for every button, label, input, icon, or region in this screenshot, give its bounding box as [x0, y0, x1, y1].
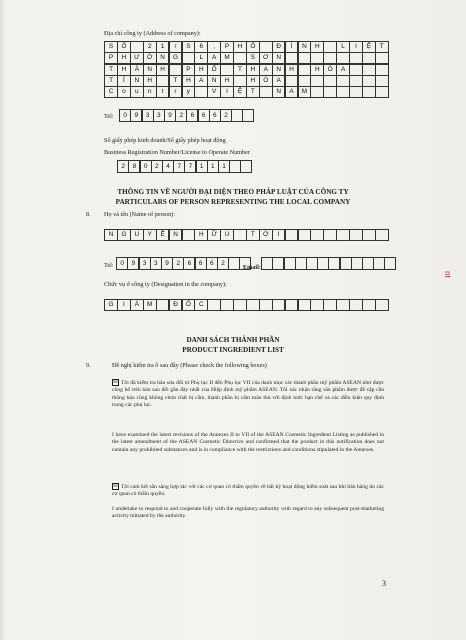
address-cell — [310, 86, 324, 98]
email-box — [295, 257, 307, 270]
designation-cell — [310, 299, 324, 311]
brn-digit-box: 0 — [140, 160, 152, 173]
address-cell: G — [169, 52, 183, 64]
designation-cell: Ố — [182, 299, 196, 311]
address-cell: C — [104, 86, 118, 98]
address-cell: N — [143, 64, 157, 76]
address-cell — [362, 75, 376, 87]
address-cell: u — [130, 86, 144, 98]
brn-digit-box — [229, 160, 241, 173]
address-cell — [182, 52, 196, 64]
designation-cell — [349, 299, 363, 311]
tel-digit-box — [231, 109, 243, 122]
address-cell: H — [310, 64, 324, 76]
person-name-cell — [323, 229, 337, 241]
person-name-cell: N — [169, 229, 183, 241]
address-cell: N — [156, 52, 170, 64]
person-name-cell: U — [220, 229, 234, 241]
person-email-label: Email: — [243, 264, 261, 271]
brn-digit-box: 2 — [117, 160, 129, 173]
address-cell: H — [143, 75, 157, 87]
address-cell — [349, 52, 363, 64]
designation-cell: G — [104, 299, 118, 311]
designation-cell — [375, 299, 389, 311]
designation-cell: C — [194, 299, 208, 311]
designation-cell — [207, 299, 221, 311]
address-cell: T — [375, 41, 389, 53]
address-cell — [130, 41, 144, 53]
address-cell — [259, 86, 273, 98]
address-cell — [298, 75, 312, 87]
address-cell: N — [272, 52, 286, 64]
address-cell: H — [156, 64, 170, 76]
tel-digit-box: 2 — [220, 109, 232, 122]
brn-digit-box: 4 — [162, 160, 174, 173]
cooperation-paragraph-en: I undertake to respond to and cooperate fully with the regulatory authority with regard to any subsequent post-marketing activity initiated by the authority. — [112, 506, 384, 520]
address-grid — [105, 42, 389, 98]
designation-row — [105, 300, 389, 311]
address-cell — [220, 64, 234, 76]
address-cell — [285, 52, 299, 64]
designation-cell — [259, 299, 273, 311]
address-cell: Ó — [259, 75, 273, 87]
address-cell: P — [182, 64, 196, 76]
designation-cell — [246, 299, 260, 311]
address-cell: Ệ — [362, 41, 376, 53]
address-cell: H — [194, 64, 208, 76]
address-cell: N — [130, 75, 144, 87]
tel-digit-box: 6 — [186, 109, 198, 122]
address-cell: A — [207, 52, 221, 64]
section-9-number: 9. — [86, 362, 91, 369]
section-person-heading-vi: THÔNG TIN VỀ NGƯỜI ĐẠI DIỆN THEO PHÁP LUẬT CỦA CÔNG TY — [117, 188, 349, 196]
address-cell: M — [220, 52, 234, 64]
tel-boxes — [120, 110, 254, 122]
section-8-number: 8. — [86, 211, 91, 218]
section-ingredients-heading-vi: DANH SÁCH THÀNH PHẦN — [186, 336, 280, 344]
designation-cell: I — [117, 299, 131, 311]
person-tel-digit-box: 6 — [206, 257, 218, 270]
person-tel-digit-box: 0 — [116, 257, 128, 270]
address-cell: N — [207, 75, 221, 87]
address-cell — [233, 75, 247, 87]
cooperation-paragraph-vi — [112, 483, 384, 499]
person-tel-boxes — [117, 258, 251, 270]
address-cell: A — [336, 64, 350, 76]
person-name-cell: Ễ — [156, 229, 170, 241]
email-box — [373, 257, 385, 270]
address-cell: A — [194, 75, 208, 87]
address-cell: t — [156, 86, 170, 98]
designation-cell — [285, 299, 299, 311]
person-name-label: Họ và tên (Name of person): — [104, 211, 175, 218]
address-cell: S — [246, 52, 260, 64]
person-name-cell — [285, 229, 299, 241]
email-box — [317, 257, 329, 270]
ingredient-paragraph-en: I have examined the latest revisions of the Annexes II to VII of the ASEAN Cosmetic Ingredient Listing as published in the latest amendment of the ASEAN Cosmetic Directive and confirmed that the product in this notification does not contain any prohibited substances and is in compliance with the restrictions and conditions stipulated in the Annexes. — [112, 432, 384, 453]
person-name-cell: T — [246, 229, 260, 241]
address-cell: Ố — [246, 41, 260, 53]
address-cell: 2 — [143, 41, 157, 53]
address-cell: H — [220, 75, 234, 87]
email-box — [351, 257, 363, 270]
person-tel-digit-box: 6 — [195, 257, 207, 270]
brn-digit-box: 2 — [151, 160, 163, 173]
address-cell: À — [130, 64, 144, 76]
address-cell: V — [207, 86, 221, 98]
brn-digit-box: 1 — [207, 160, 219, 173]
address-cell: M — [298, 86, 312, 98]
address-cell: Ệ — [233, 86, 247, 98]
person-name-cell: U — [130, 229, 144, 241]
tel-digit-box: 6 — [209, 109, 221, 122]
tel-label: Tel: — [104, 113, 114, 120]
address-cell: H — [246, 64, 260, 76]
designation-label: Chức vụ ở công ty (Designation in the company): — [104, 281, 227, 288]
address-cell: T — [169, 75, 183, 87]
address-cell — [349, 86, 363, 98]
person-name-cell: Ớ — [259, 229, 273, 241]
address-cell: , — [207, 41, 221, 53]
address-cell — [298, 64, 312, 76]
address-cell: y — [182, 86, 196, 98]
address-cell: n — [143, 86, 157, 98]
address-cell: T — [246, 86, 260, 98]
cooperation-checkbox[interactable]: ☒ — [113, 484, 118, 489]
address-cell: H — [233, 41, 247, 53]
tel-digit-box: 6 — [198, 109, 210, 122]
tel-digit-box: 0 — [119, 109, 131, 122]
address-cell: T — [104, 75, 118, 87]
person-email-boxes — [262, 258, 396, 270]
tel-digit-box: 2 — [175, 109, 187, 122]
person-tel-digit-box: 3 — [150, 257, 162, 270]
person-name-cell — [233, 229, 247, 241]
address-cell — [310, 52, 324, 64]
address-cell — [362, 52, 376, 64]
address-cell: T — [104, 64, 118, 76]
address-cell: N — [272, 86, 286, 98]
designation-cell: M — [143, 299, 157, 311]
designation-grid — [105, 300, 389, 311]
address-cell — [323, 41, 337, 53]
address-cell — [349, 64, 363, 76]
business-registration-boxes — [118, 161, 252, 173]
designation-cell — [233, 299, 247, 311]
address-cell: Ỉ — [117, 75, 131, 87]
address-cell: N — [272, 64, 286, 76]
person-name-grid — [105, 230, 389, 241]
brn-digit-box: 8 — [128, 160, 140, 173]
tel-digit-box: 9 — [130, 109, 142, 122]
address-cell: P — [104, 52, 118, 64]
address-cell: P — [220, 41, 234, 53]
address-label: Địa chỉ công ty (Address of company): — [104, 30, 201, 37]
address-cell — [375, 75, 389, 87]
email-box — [272, 257, 284, 270]
person-tel-digit-box: 3 — [139, 257, 151, 270]
business-registration-label-vi: Số giấy phép kinh doanh/Số giấy phép hoạt động — [104, 137, 226, 144]
person-name-cell: I — [272, 229, 286, 241]
email-box — [362, 257, 374, 270]
address-cell: Đ — [272, 41, 286, 53]
email-box — [328, 257, 340, 270]
brn-digit-box: 7 — [184, 160, 196, 173]
tel-digit-box — [242, 109, 254, 122]
brn-digit-box — [240, 160, 252, 173]
person-tel-digit-box — [228, 257, 240, 270]
address-cell: H — [285, 64, 299, 76]
ingredient-paragraph-vi-text: Tôi đã kiểm tra bản sửa đổi từ Phụ lục II đến Phụ lục VII của danh mục các thành phần mỹ phẩm ASEAN như được công bố trên bản sao đối gần đây nhất của Hiệp định mỹ phẩm ASEAN. Tôi xác nhận rằng sản phẩm được đề cập cần thông báo cũng không chứa chất bị cấm, thành phần bị cấm tuân thủ với định mức hạn chế và các điều kiện quy định trong các phụ lục. — [112, 379, 384, 408]
designation-cell — [272, 299, 286, 311]
address-cell: A — [272, 75, 286, 87]
brn-digit-box: 1 — [218, 160, 230, 173]
address-cell — [336, 75, 350, 87]
address-cell: I — [349, 41, 363, 53]
address-cell: 1 — [156, 41, 170, 53]
person-name-cell: Y — [143, 229, 157, 241]
address-cell: H — [182, 75, 196, 87]
person-name-cell: N — [104, 229, 118, 241]
brn-digit-box: 7 — [173, 160, 185, 173]
address-row — [105, 87, 389, 98]
designation-cell — [362, 299, 376, 311]
address-cell — [194, 86, 208, 98]
margin-annotation: nt — [442, 271, 452, 278]
address-cell — [362, 86, 376, 98]
address-cell — [349, 75, 363, 87]
address-cell: S — [104, 41, 118, 53]
email-box — [284, 257, 296, 270]
person-tel-digit-box: 2 — [172, 257, 184, 270]
person-name-cell: H — [194, 229, 208, 241]
designation-cell — [156, 299, 170, 311]
person-name-cell — [349, 229, 363, 241]
ingredient-checkbox[interactable]: ☒ — [113, 380, 118, 385]
person-name-cell — [310, 229, 324, 241]
address-cell: 6 — [194, 41, 208, 53]
person-tel-digit-box: 9 — [161, 257, 173, 270]
checkbox-instruction: Đề nghị kiểm tra ô sau đây (Please check the following boxes) — [112, 362, 267, 369]
person-tel-digit-box: 9 — [127, 257, 139, 270]
person-name-cell — [375, 229, 389, 241]
cooperation-paragraph-vi-text: Tôi cam kết sẵn sàng hợp tác với các cơ quan có thẩm quyền về bất kỳ hoạt động kiểm soát sau khi bán hàng do các cơ quan có thẩm quyền. — [112, 483, 384, 498]
page-number: 3 — [382, 579, 386, 588]
address-cell — [323, 75, 337, 87]
section-person-heading-en: PARTICULARS OF PERSON REPRESENTING THE LOCAL COMPANY — [115, 198, 351, 206]
address-cell — [362, 64, 376, 76]
tel-digit-box: 3 — [153, 109, 165, 122]
tel-digit-box: 9 — [164, 109, 176, 122]
address-cell: H — [310, 41, 324, 53]
email-box — [261, 257, 273, 270]
address-cell: A — [285, 86, 299, 98]
address-cell: Ờ — [143, 52, 157, 64]
address-cell: I — [220, 86, 234, 98]
email-box — [384, 257, 396, 270]
designation-cell — [336, 299, 350, 311]
person-name-cell — [362, 229, 376, 241]
email-box — [340, 257, 352, 270]
person-tel-digit-box: 6 — [183, 257, 195, 270]
brn-digit-box: 1 — [196, 160, 208, 173]
address-cell — [336, 52, 350, 64]
address-cell: Ó — [323, 64, 337, 76]
address-cell — [375, 52, 389, 64]
address-cell — [375, 64, 389, 76]
address-cell — [233, 52, 247, 64]
address-cell — [323, 86, 337, 98]
ingredient-paragraph-vi — [112, 379, 384, 409]
address-cell: S — [182, 41, 196, 53]
address-cell — [259, 41, 273, 53]
address-cell: H — [117, 52, 131, 64]
address-cell: / — [169, 41, 183, 53]
address-cell — [298, 52, 312, 64]
address-cell: r — [169, 86, 183, 98]
section-ingredients-heading-en: PRODUCT INGREDIENT LIST — [182, 346, 284, 354]
person-name-row — [105, 230, 389, 241]
address-cell: L — [336, 41, 350, 53]
address-cell: Ơ — [259, 52, 273, 64]
address-cell: Ố — [117, 41, 131, 53]
address-cell: T — [233, 64, 247, 76]
designation-cell — [323, 299, 337, 311]
address-cell — [156, 75, 170, 87]
address-cell: H — [246, 75, 260, 87]
business-registration-label-en: Business Registration Number/License to Operate Number — [104, 149, 250, 156]
address-cell: L — [194, 52, 208, 64]
designation-cell: Á — [130, 299, 144, 311]
designation-cell — [220, 299, 234, 311]
person-name-cell — [182, 229, 196, 241]
address-cell — [169, 64, 183, 76]
person-name-cell: Ữ — [207, 229, 221, 241]
person-name-cell — [336, 229, 350, 241]
address-cell: o — [117, 86, 131, 98]
address-cell — [375, 86, 389, 98]
address-cell: Ư — [130, 52, 144, 64]
designation-cell — [298, 299, 312, 311]
person-tel-label: Tel: — [104, 262, 114, 269]
address-cell: Ì — [285, 41, 299, 53]
person-name-cell: G — [117, 229, 131, 241]
address-cell: N — [298, 41, 312, 53]
address-cell: Ố — [207, 64, 221, 76]
address-cell: H — [117, 64, 131, 76]
designation-cell: Đ — [169, 299, 183, 311]
tel-digit-box: 3 — [142, 109, 154, 122]
email-box — [306, 257, 318, 270]
person-name-cell — [298, 229, 312, 241]
address-cell: A — [259, 64, 273, 76]
address-cell — [336, 86, 350, 98]
address-cell — [323, 52, 337, 64]
address-cell — [285, 75, 299, 87]
person-tel-digit-box: 2 — [217, 257, 229, 270]
address-cell — [310, 75, 324, 87]
